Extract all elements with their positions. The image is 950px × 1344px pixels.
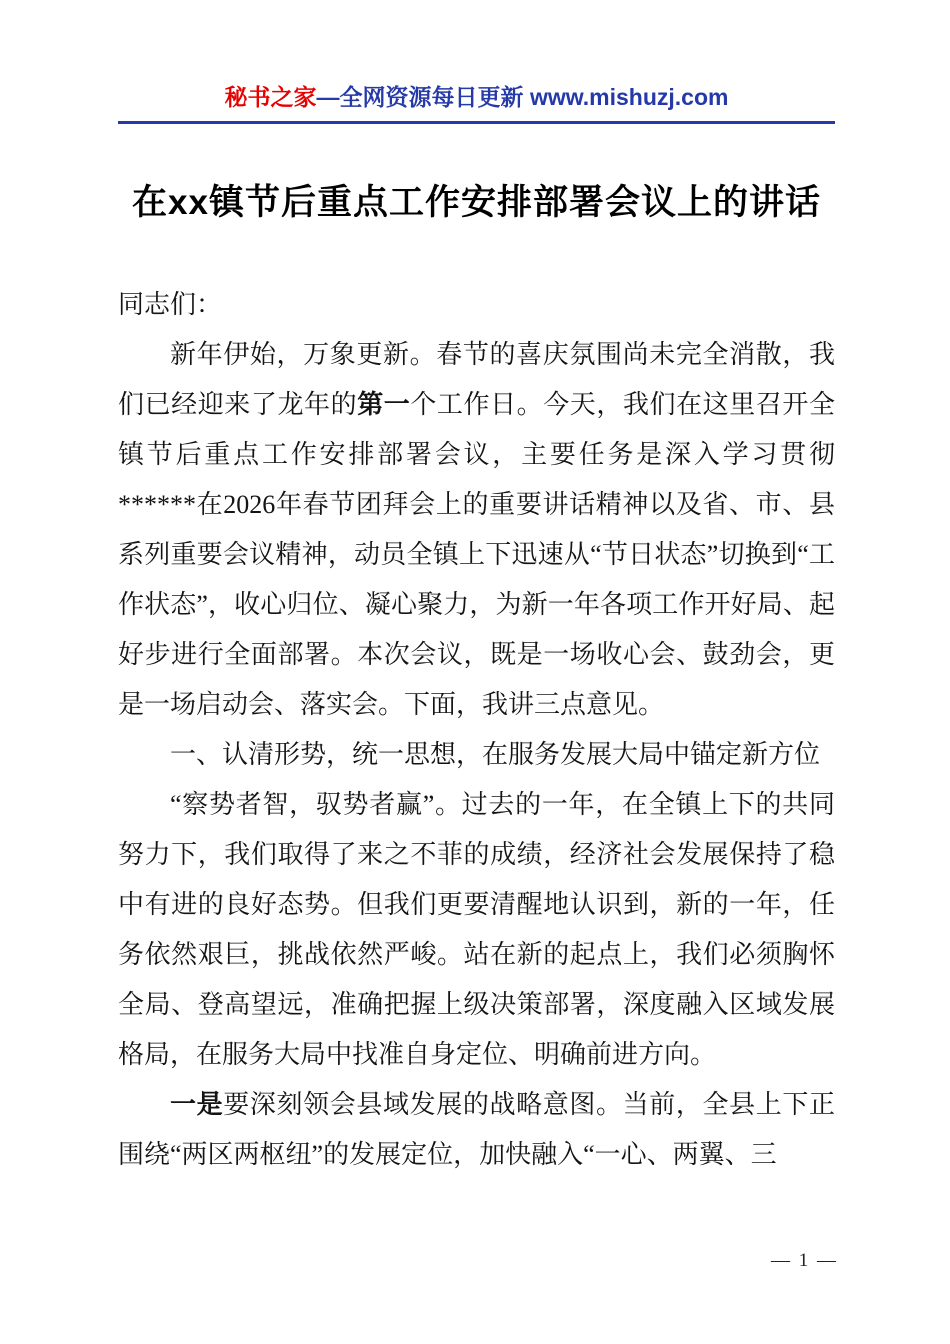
page-number: — 1 —	[771, 1250, 838, 1271]
text-run: 要深刻领会县域发展的战略意图。当前，全县上下正围绕“两区两枢纽”的发展定位，加快融入“一心、两翼、三	[118, 1090, 835, 1169]
header-divider	[118, 121, 835, 124]
text-run-bold: 一是	[170, 1090, 224, 1119]
paragraph-section-1	[118, 780, 835, 1080]
site-url[interactable]: www.mishuzj.com	[529, 84, 729, 110]
text-run: “察势者智，驭势者赢”。过去的一年，在全镇上下的共同努力下，我们取得了来之不菲的成绩，经济社会发展保持了稳中有进的良好态势。但我们更要清醒地认识到，新的一年，任务依然艰巨，挑战依然严峻。站在新的起点上，我们必须胸怀全局、登高望远，准确把握上级决策部署，深度融入区域发展格局，在服务大局中找准自身定位、明确前进方向。	[118, 790, 835, 1069]
paragraph-point-1	[118, 1080, 835, 1180]
text-run: 同志们：	[118, 290, 223, 319]
site-tagline: —全网资源每日更新	[316, 84, 530, 110]
text-run: 新年伊始，万象更新。春节的喜庆氛围尚未完全消散，我们已经迎来了龙年的	[118, 340, 835, 419]
text-run: 个工作日。今天，我们在这里召开全镇节后重点工作安排部署会议，主要任务是深入学习贯彻******在2026年春节团拜会上的重要讲话精神以及省、市、县系列重要会议精神，动员全镇上下迅速从“节日状态”切换到“工作状态”，收心归位、凝心聚力，为新一年各项工作开好局、起好步进行全面部署。本次会议，既是一场收心会、鼓劲会，更是一场启动会、落实会。下面，我讲三点意见。	[118, 390, 835, 719]
document-title: 在xx镇节后重点工作安排部署会议上的讲话	[132, 183, 821, 222]
section-heading-1	[118, 730, 835, 780]
site-header	[118, 82, 835, 112]
document-body	[118, 280, 835, 1180]
site-brand: 秘书之家	[224, 84, 317, 110]
text-run: 一、认清形势，统一思想，在服务发展大局中锚定新方位	[170, 740, 821, 769]
salutation	[118, 280, 835, 330]
text-run-bold: 第一	[357, 390, 411, 419]
paragraph-opening	[118, 330, 835, 730]
